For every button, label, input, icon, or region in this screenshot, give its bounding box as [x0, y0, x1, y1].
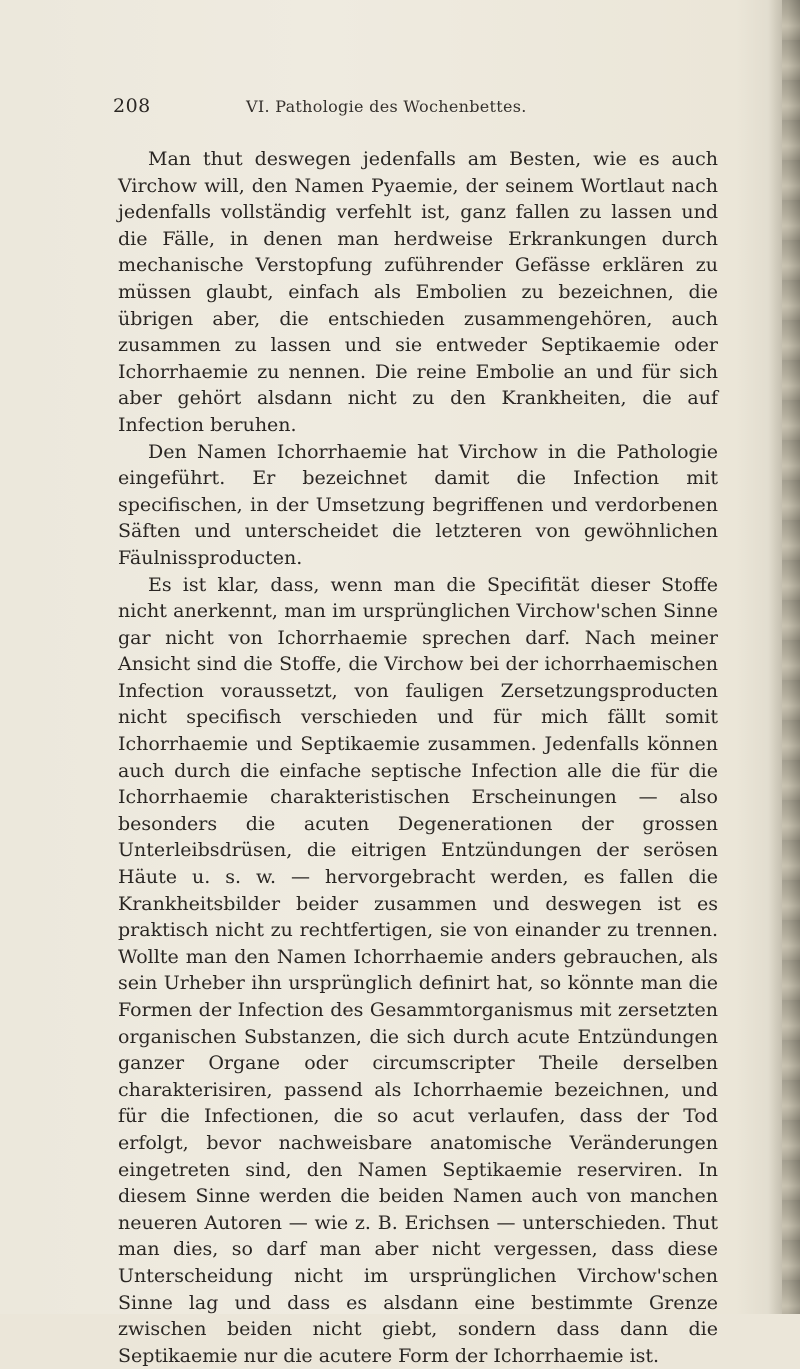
running-head: VI. Pathologie des Wochenbettes.: [246, 97, 527, 116]
body-text: [118, 146, 718, 1369]
paragraph-2: Den Namen Ichorrhaemie hat Virchow in die Pathologie eingeführt. Er bezeichnet damit die Infection mit specifischen, in der Umsetzung begriffenen und verdorbenen Säften und unterscheidet die letzteren von gewöhnlichen Fäulnissproducten.: [118, 439, 718, 572]
page-binding-edge: [782, 0, 800, 1314]
paragraph-1: Man thut deswegen jedenfalls am Besten, wie es auch Virchow will, den Namen Pyaemie, der seinem Wortlaut nach jedenfalls vollständig verfehlt ist, ganz fallen zu lassen und die Fälle, in denen man herdweise Erkrankungen durch mechanische Verstopfung zuführender Gefässe erklären zu müssen glaubt, einfach als Embolien zu bezeichnen, die übrigen aber, die entschieden zusammengehören, auch zusammen zu lassen und sie entweder Septikaemie oder Ichorrhaemie zu nennen. Die reine Embolie an und für sich aber gehört alsdann nicht zu den Krankheiten, die auf Infection beruhen.: [118, 146, 718, 439]
page-header: [113, 95, 723, 125]
paragraph-3: Es ist klar, dass, wenn man die Specifität dieser Stoffe nicht anerkennt, man im ursprünglichen Virchow'schen Sinne gar nicht von Ichorrhaemie sprechen darf. Nach meiner Ansicht sind die Stoffe, die Virchow bei der ichorrhaemischen Infection voraussetzt, von fauligen Zersetzungsproducten nicht specifisch verschieden und für mich fällt somit Ichorrhaemie und Septikaemie zusammen. Jedenfalls können auch durch die einfache septische Infection alle die für die Ichorrhaemie charakteristischen Erscheinungen — also besonders die acuten Degenerationen der grossen Unterleibsdrüsen, die eitrigen Entzündungen der serösen Häute u. s. w. — hervorgebracht werden, es fallen die Krankheitsbilder beider zusammen und deswegen ist es praktisch nicht zu rechtfertigen, sie von einander zu trennen. Wollte man den Namen Ichorrhaemie anders gebrauchen, als sein Urheber ihn ursprünglich definirt hat, so könnte man die Formen der Infection des Gesammtorganismus mit zersetzten organischen Substanzen, die sich durch acute Entzündungen ganzer Organe oder circumscripter Theile derselben charakterisiren, passend als Ichorrhaemie bezeichnen, und für die Infectionen, die so acut verlaufen, dass der Tod erfolgt, bevor nachweisbare anatomische Veränderungen eingetreten sind, den Namen Septikaemie reserviren. In diesem Sinne werden die beiden Namen auch von manchen neueren Autoren — wie z. B. Erichsen — unterschieden. Thut man dies, so darf man aber nicht vergessen, dass diese Unterscheidung nicht im ursprünglichen Virchow'schen Sinne lag und dass es alsdann eine bestimmte Grenze zwischen beiden nicht giebt, sondern dass dann die Septikaemie nur die acutere Form der Ichorrhaemie ist.: [118, 572, 718, 1369]
page-number: 208: [113, 95, 151, 117]
